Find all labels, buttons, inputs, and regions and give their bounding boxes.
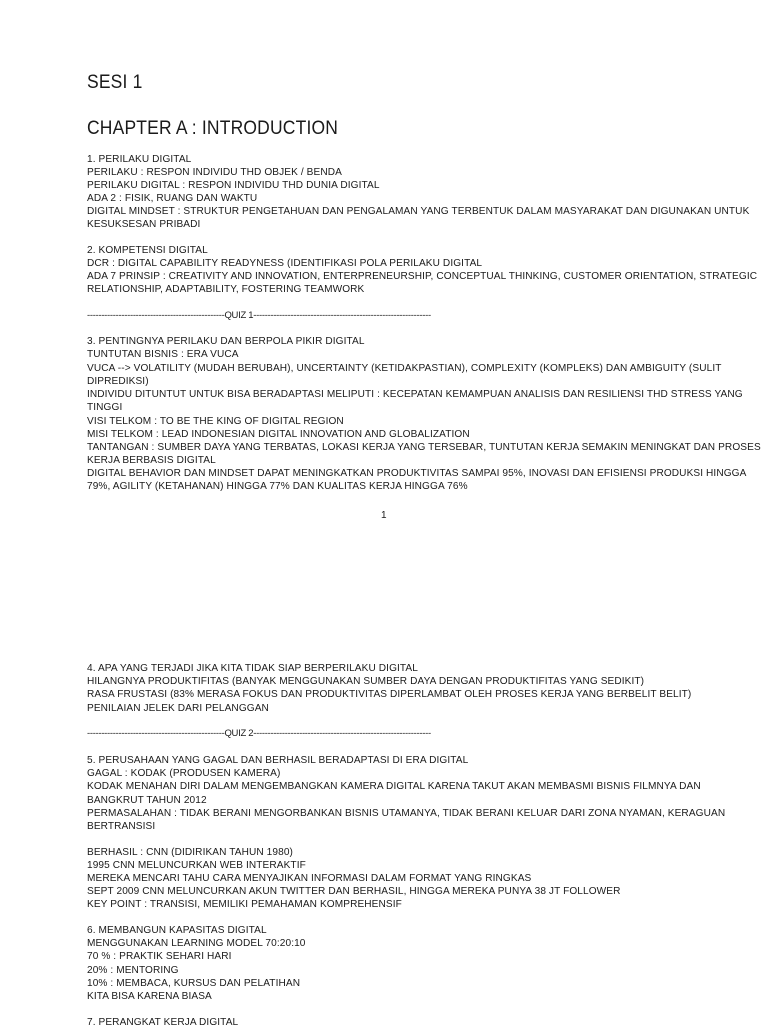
text-line: MEREKA MENCARI TAHU CARA MENYAJIKAN INFORMASI DALAM FORMAT YANG RINGKAS xyxy=(87,873,532,884)
text-line: TINGGI xyxy=(87,402,123,413)
page-number: 1 xyxy=(381,510,387,521)
chapter-heading: CHAPTER A : INTRODUCTION xyxy=(87,118,339,139)
section-5-title: 5. PERUSAHAAN YANG GAGAL DAN BERHASIL BERADAPTASI DI ERA DIGITAL xyxy=(87,755,469,766)
text-line: DIGITAL BEHAVIOR DAN MINDSET DAPAT MENINGKATKAN PRODUKTIVITAS SAMPAI 95%, INOVASI DAN EFISIENSI PRODUKSI HINGGA xyxy=(87,468,747,479)
text-line: 10% : MEMBACA, KURSUS DAN PELATIHAN xyxy=(87,978,301,989)
text-line: PERMASALAHAN : TIDAK BERANI MENGORBANKAN BISNIS UTAMANYA, TIDAK BERANI KELUAR DARI ZONA NYAMAN, KERAGUAN xyxy=(87,808,726,819)
text-line: PERILAKU : RESPON INDIVIDU THD OBJEK / BENDA xyxy=(87,167,342,178)
text-line: 79%, AGILITY (KETAHANAN) HINGGA 77% DAN KUALITAS KERJA HINGGA 76% xyxy=(87,481,468,492)
section-1-title: 1. PERILAKU DIGITAL xyxy=(87,154,192,165)
text-line: GAGAL : KODAK (PRODUSEN KAMERA) xyxy=(87,768,281,779)
text-line: KESUKSESAN PRIBADI xyxy=(87,219,201,230)
text-line: MENGGUNAKAN LEARNING MODEL 70:20:10 xyxy=(87,938,306,949)
text-line: TUNTUTAN BISNIS : ERA VUCA xyxy=(87,349,239,360)
text-line: KODAK MENAHAN DIRI DALAM MENGEMBANGKAN KAMERA DIGITAL KARENA TAKUT AKAN MEMBASMI BISNIS FILMNYA DAN xyxy=(87,781,701,792)
section-7-title: 7. PERANGKAT KERJA DIGITAL xyxy=(87,1017,239,1028)
text-line: DIPREDIKSI) xyxy=(87,376,149,387)
text-line: PENILAIAN JELEK DARI PELANGGAN xyxy=(87,703,269,714)
section-6-title: 6. MEMBANGUN KAPASITAS DIGITAL xyxy=(87,925,267,936)
text-line: KITA BISA KARENA BIASA xyxy=(87,991,212,1002)
text-line: 20% : MENTORING xyxy=(87,965,179,976)
text-line: DCR : DIGITAL CAPABILITY READYNESS (IDENTIFIKASI POLA PERILAKU DIGITAL xyxy=(87,258,483,269)
section-2-title: 2. KOMPETENSI DIGITAL xyxy=(87,245,208,256)
section-4-title: 4. APA YANG TERJADI JIKA KITA TIDAK SIAP BERPERILAKU DIGITAL xyxy=(87,663,418,674)
text-line: HILANGNYA PRODUKTIFITAS (BANYAK MENGGUNAKAN SUMBER DAYA DENGAN PRODUKTIFITAS YANG SEDIKIT) xyxy=(87,676,645,687)
text-line: BANGKRUT TAHUN 2012 xyxy=(87,795,207,806)
text-line: VISI TELKOM : TO BE THE KING OF DIGITAL REGION xyxy=(87,416,344,427)
text-line: DIGITAL MINDSET : STRUKTUR PENGETAHUAN DAN PENGALAMAN YANG TERBENTUK DALAM MASYARAKAT DAN DIGUNAKAN UNTUK xyxy=(87,206,750,217)
text-line: KERJA BERBASIS DIGITAL xyxy=(87,455,216,466)
text-line: 1995 CNN MELUNCURKAN WEB INTERAKTIF xyxy=(87,860,306,871)
text-line: BERHASIL : CNN (DIDIRIKAN TAHUN 1980) xyxy=(87,847,293,858)
text-line: KEY POINT : TRANSISI, MEMILIKI PEMAHAMAN KOMPREHENSIF xyxy=(87,899,402,910)
section-3-title: 3. PENTINGNYA PERILAKU DAN BERPOLA PIKIR DIGITAL xyxy=(87,336,365,347)
text-line: ADA 2 : FISIK, RUANG DAN WAKTU xyxy=(87,193,258,204)
session-heading: SESI 1 xyxy=(87,72,143,93)
text-line: SEPT 2009 CNN MELUNCURKAN AKUN TWITTER DAN BERHASIL, HINGGA MEREKA PUNYA 38 JT FOLLOWER xyxy=(87,886,621,897)
text-line: MISI TELKOM : LEAD INDONESIAN DIGITAL INNOVATION AND GLOBALIZATION xyxy=(87,429,470,440)
text-line: VUCA --> VOLATILITY (MUDAH BERUBAH), UNCERTAINTY (KETIDAKPASTIAN), COMPLEXITY (KOMPLEKS) DAN AMBIGUITY (SULIT xyxy=(87,363,722,374)
text-line: RASA FRUSTASI (83% MERASA FOKUS DAN PRODUKTIVITAS DIPERLAMBAT OLEH PROSES KERJA YANG BERBELIT BELIT) xyxy=(87,689,692,700)
text-line: ADA 7 PRINSIP : CREATIVITY AND INNOVATION, ENTERPRENEURSHIP, CONCEPTUAL THINKING, CUSTOMER ORIENTATION, STRATEGIC xyxy=(87,271,758,282)
text-line: PERILAKU DIGITAL : RESPON INDIVIDU THD DUNIA DIGITAL xyxy=(87,180,380,191)
text-line: TANTANGAN : SUMBER DAYA YANG TERBATAS, LOKASI KERJA YANG TERSEBAR, TUNTUTAN KERJA SEMAKIN MENINGKAT DAN PROSES xyxy=(87,442,761,453)
text-line: RELATIONSHIP, ADAPTABILITY, FOSTERING TEAMWORK xyxy=(87,284,365,295)
quiz-1-separator: ------------------------------------------------QUIZ 1-------------------------------------------------------------- xyxy=(87,310,431,321)
text-line: 70 % : PRAKTIK SEHARI HARI xyxy=(87,951,232,962)
text-line: INDIVIDU DITUNTUT UNTUK BISA BERADAPTASI MELIPUTI : KECEPATAN KEMAMPUAN ANALISIS DAN RESILIENSI THD STRESS YANG xyxy=(87,389,743,400)
text-line: BERTRANSISI xyxy=(87,821,156,832)
quiz-2-separator: ------------------------------------------------QUIZ 2-------------------------------------------------------------- xyxy=(87,728,431,739)
